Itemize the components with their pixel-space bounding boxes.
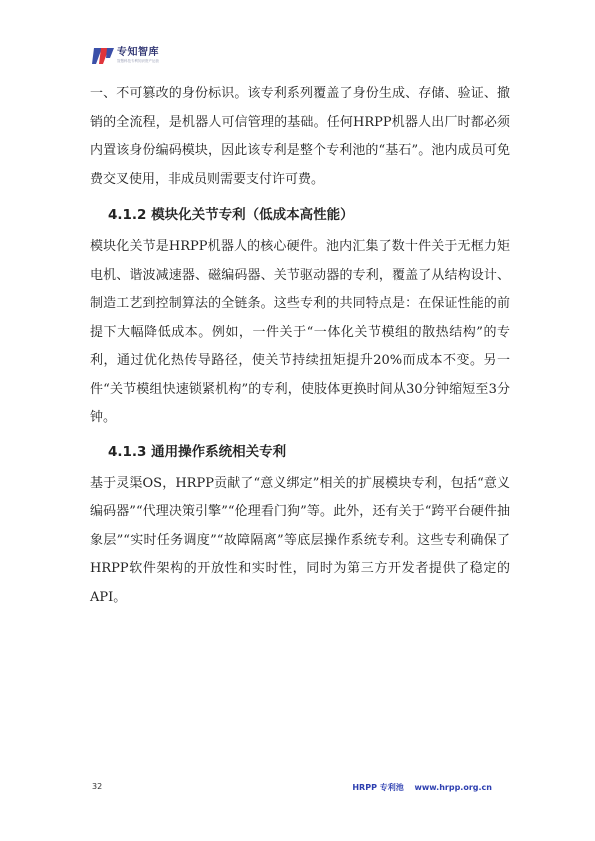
section-heading-os: 4.1.3 通用操作系统相关专利: [108, 443, 287, 460]
logo-subtitle: 智慧科技专利知识资产运营: [117, 59, 159, 64]
footer-pool-name: HRPP 专利池: [352, 783, 404, 792]
paragraph-os: 基于灵渠OS，HRPP贡献了“意义绑定”相关的扩展模块专利，包括“意义编码器”“代理决策引擎”“伦理看门狗”等。此外，还有关于“跨平台硬件抽象层”“实时任务调度”“故障隔离”等底层操作系统专利。这些专利确保了HRPP软件架构的开放性和实时性，同时为第三方开发者提供了稳定的API。: [90, 475, 510, 605]
logo-title: 专知智库: [117, 47, 159, 59]
zz-logo-icon: [92, 46, 114, 66]
paragraph-identity: 一、不可篡改的身份标识。该专利系列覆盖了身份生成、存储、验证、撤销的全流程，是机器人可信管理的基础。任何HRPP机器人出厂时都必须内置该身份编码模块，因此该专利是整个专利池的“基石”。池内成员可免费交叉使用，非成员则需要支付许可费。: [90, 86, 510, 187]
paragraph-modular-joint: 模块化关节是HRPP机器人的核心硬件。池内汇集了数十件关于无框力矩电机、谐波减速器、磁编码器、关节驱动器的专利，覆盖了从结构设计、制造工艺到控制算法的全链条。这些专利的共同特点是：在保证性能的前提下大幅降低成本。例如，一件关于“一体化关节模组的散热结构”的专利，通过优化热传导路径，使关节持续扭矩提升20%而成本不变。另一件“关节模组快速锁紧机构”的专利，使肢体更换时间从30分钟缩短至3分钟。: [90, 239, 510, 425]
page-number: 32: [92, 782, 103, 791]
footer-website-link[interactable]: www.hrpp.org.cn: [414, 783, 492, 792]
section-heading-modular-joint: 4.1.2 模块化关节专利（低成本高性能）: [108, 207, 354, 223]
page-content: [90, 80, 510, 612]
header-logo: [92, 44, 159, 68]
